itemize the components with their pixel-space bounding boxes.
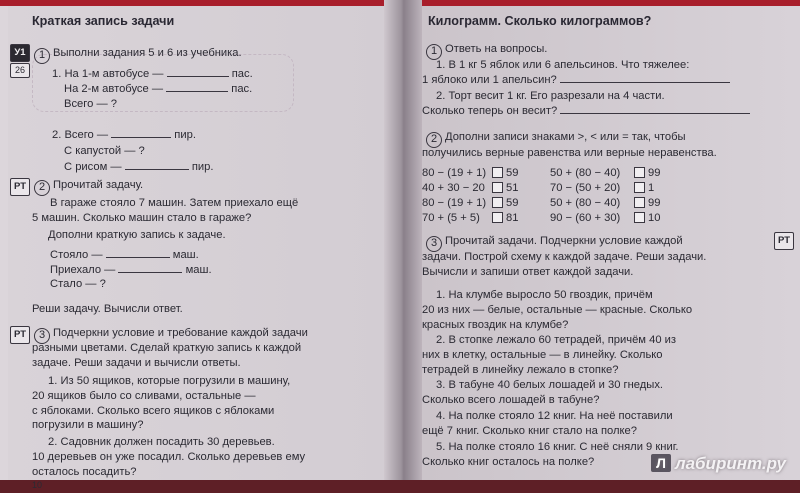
task3-line3: задаче. Реши задачи и вычисли ответы. [32,357,241,369]
right-page [422,6,800,480]
answer-blank[interactable] [166,82,228,92]
r-task3-line2: задачи. Построй схему к каждой задаче. Реши задачи. [422,251,707,263]
task1-a-label1: 1. На 1-м автобусе — [52,68,164,80]
r-task1-number: 1 [426,44,442,60]
task3-problem-line: 1. Из 50 ящиков, которые погрузили в машину, [48,375,291,387]
comparison-right-expr: 50 + (80 − 40) [550,197,621,209]
comparison-row [422,181,792,196]
answer-blank[interactable] [106,248,170,258]
r-task3-problem-line: 1. На клумбе выросло 50 гвоздик, причём [436,289,653,301]
task1-b-line1 [52,128,196,143]
task2-number: 2 [34,180,50,196]
watermark-text: лабиринт.ру [675,454,786,473]
comparison-row [422,196,792,211]
answer-blank[interactable] [118,263,182,273]
r-task2-number: 2 [426,132,442,148]
task3-problem-line: 20 ящиков было со сливами, остальные — [32,390,256,402]
comparison-left-value: 81 [506,212,519,224]
page-number: 10 [32,480,43,490]
r-task1-line3 [422,73,730,88]
task1-b-label3: С рисом — [64,161,122,173]
r-task1-line2: 1. В 1 кг 5 яблок или 6 апельсинов. Что тяжелее: [436,59,690,71]
r-task3-text1: Прочитай задачи. Подчеркни условие каждой [445,235,683,247]
task1-line [34,46,242,64]
task3-number: 3 [34,328,50,344]
answer-blank[interactable] [125,160,189,170]
comparison-right-value: 10 [648,212,661,224]
comparison-right-expr: 70 − (50 + 20) [550,182,621,194]
r-task3-line3: Вычисли и запиши ответ каждой задачи. [422,266,634,278]
comparison-row [422,211,792,226]
sign-box[interactable] [492,167,503,178]
task1-a-unit2: пас. [231,83,253,95]
r-task1-line5 [422,104,750,119]
r-task3-problem-line: 3. В табуне 40 белых лошадей и 30 гнедых. [436,379,664,391]
r-task1-text1: Ответь на вопросы. [445,43,548,55]
answer-blank[interactable] [167,67,229,77]
task1-a-unit1: пас. [231,68,253,80]
r-task2-line2: получились верные равенства или верные неравенства. [422,147,717,159]
task3-problem-line: 10 деревьев он уже посадил. Сколько деревьев ему [32,451,306,463]
sign-box[interactable] [634,167,645,178]
comparison-right-value: 99 [648,167,661,179]
sign-box[interactable] [634,212,645,223]
task3-problem-line: 2. Садовник должен посадить 30 деревьев. [48,436,275,448]
book-gutter [384,0,422,480]
page-ref-badge: 26 [10,63,30,78]
r-task2-text1: Дополни записи знаками >, < или = так, чтобы [445,131,686,143]
r-task1-text3: 1 яблоко или 1 апельсин? [422,74,557,86]
task3-problem-line: с яблоками. Сколько всего ящиков с яблоками [32,405,275,417]
task3-line2: разными цветами. Сделай краткую запись к каждой [32,342,302,354]
task2-line5: Реши задачу. Вычисли ответ. [32,303,183,315]
r-task3-problem-line: 2. В стопке лежало 60 тетрадей, причём 40 из [436,334,677,346]
task2-record1-label: Стояло — [50,249,103,261]
r-task3-problem-line: ещё 7 книг. Сколько книг стало на полке? [422,425,637,437]
r-task1-text5: Сколько теперь он весит? [422,105,558,117]
r-task3-problem-line: тетрадей в линейку лежало в стопке? [422,364,619,376]
answer-blank[interactable] [560,104,750,114]
task1-a-line3: Всего — ? [64,98,117,110]
task2-record1-unit: маш. [172,249,199,261]
comparison-left-value: 51 [506,182,519,194]
left-page [8,6,384,490]
comparison-right-expr: 90 − (60 + 30) [550,212,621,224]
task1-b-unit3: пир. [191,161,214,173]
task1-number: 1 [34,48,50,64]
comparison-left-expr: 80 − (19 + 1) [422,167,487,179]
answer-blank[interactable] [560,73,730,83]
task1-b-label1: 2. Всего — [52,129,109,141]
comparison-right-value: 1 [648,182,655,194]
r-task3-number: 3 [426,236,442,252]
r-task3-problem-line: 5. На полке стояло 16 книг. С неё сняли 9 книг. [436,441,679,453]
rt-badge: РТ [10,178,30,196]
task2-record1 [50,248,199,263]
task2-record2-unit: маш. [185,264,212,276]
r-task3-problem-line: красных гвоздик на клумбе? [422,319,569,331]
comparison-left-expr: 70 + (5 + 5) [422,212,480,224]
sign-box[interactable] [634,197,645,208]
rt-badge: РТ [774,232,794,250]
task2-line4: Дополни краткую запись к задаче. [48,229,226,241]
comparison-right-value: 99 [648,197,661,209]
task2-line1 [34,178,143,196]
task2-line2: В гараже стояло 7 машин. Затем приехало ещё [50,197,299,209]
r-task3-problem-line: Сколько всего лошадей в табуне? [422,394,600,406]
task1-text: Выполни задания 5 и 6 из учебника. [53,47,242,59]
task1-a-label2: На 2-м автобусе — [64,83,164,95]
comparison-row [422,166,792,181]
yt-badge: У1 [10,44,30,62]
left-page-title: Краткая запись задачи [32,14,175,28]
r-task3-problem-line: Сколько книг осталось на полке? [422,456,595,468]
answer-blank[interactable] [111,128,171,138]
r-task3-problem-line: них в клетку, остальные — в линейку. Сколько [422,349,663,361]
sign-box[interactable] [492,182,503,193]
r-task3-problem-line: 4. На полке стояло 12 книг. На неё поставили [436,410,673,422]
task1-b-line2: С капустой — ? [64,145,145,157]
task2-record3: Стало — ? [50,278,106,290]
task1-b-unit1: пир. [174,129,196,141]
comparison-left-value: 59 [506,197,519,209]
task1-b-line3 [64,160,213,175]
task2-record2-label: Приехало — [50,264,116,276]
comparison-right-expr: 50 + (80 − 40) [550,167,621,179]
task3-text1: Подчеркни условие и требование каждой задачи [53,327,308,339]
sign-box[interactable] [492,212,503,223]
labirint-logo-icon: Л [651,454,671,472]
watermark [651,454,786,472]
sign-box[interactable] [634,182,645,193]
comparison-left-expr: 80 − (19 + 1) [422,197,487,209]
r-task1-line4: 2. Торт весит 1 кг. Его разрезали на 4 части. [436,90,665,102]
rt-badge: РТ [10,326,30,344]
right-page-title: Килограмм. Сколько килограммов? [428,14,652,28]
task2-record2 [50,263,212,278]
task1-a-line2 [64,82,252,97]
task3-problem-line: осталось посадить? [32,466,137,478]
task1-a-line1 [52,67,253,82]
task2-text1: Прочитай задачу. [53,179,144,191]
comparison-left-value: 59 [506,167,519,179]
comparison-left-expr: 40 + 30 − 20 [422,182,485,194]
sign-box[interactable] [492,197,503,208]
task2-line3: 5 машин. Сколько машин стало в гараже? [32,212,252,224]
task3-problem-line: погрузили в машину? [32,419,144,431]
r-task3-problem-line: 20 из них — белые, остальные — красные. Сколько [422,304,693,316]
